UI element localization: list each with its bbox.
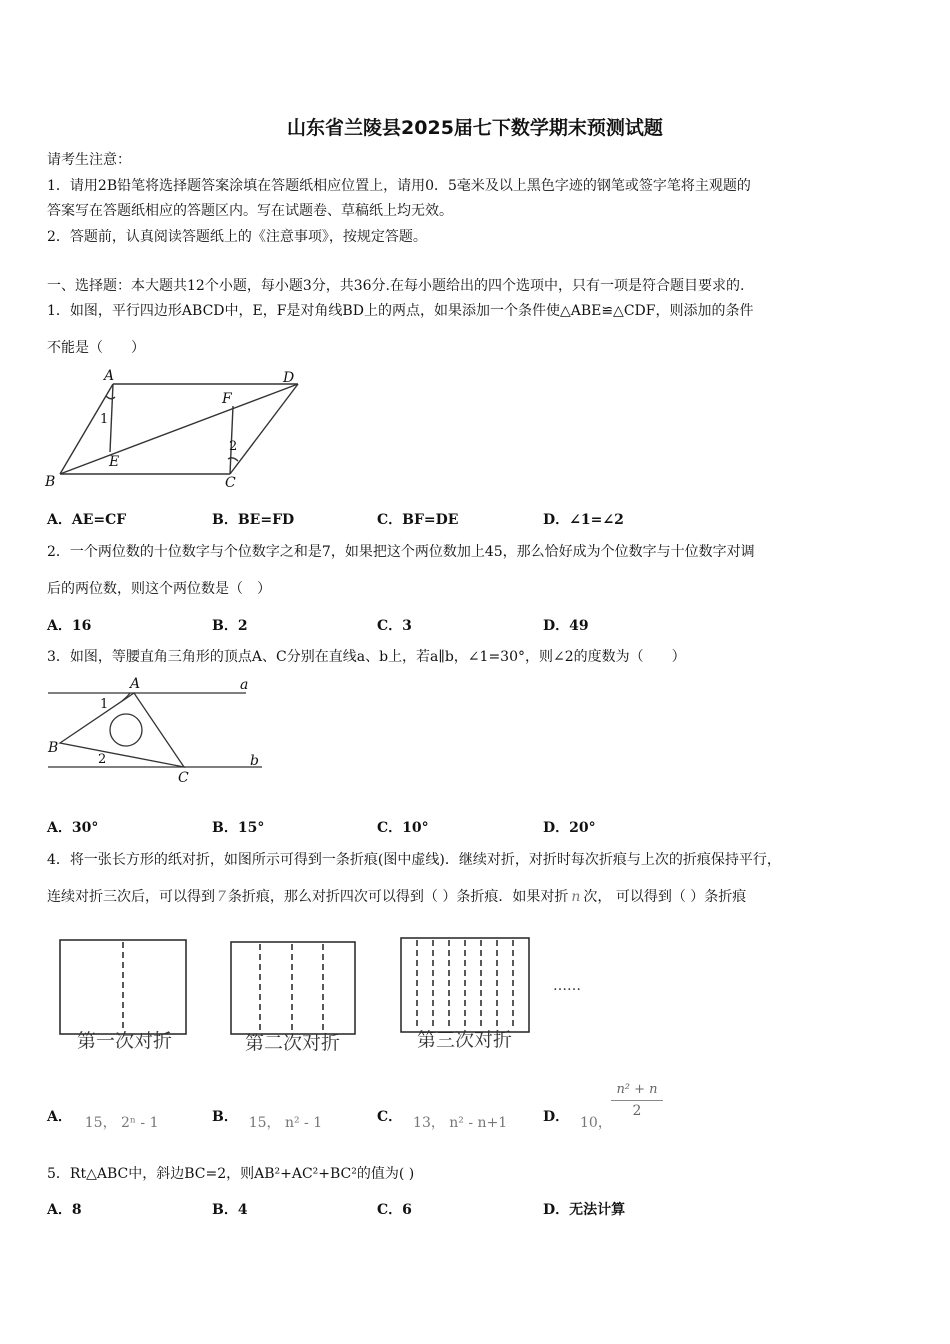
q2-option-a[interactable]: A．16 — [47, 618, 92, 634]
q4-option-d-letter: D． — [543, 1109, 570, 1125]
q4-folding-figure — [55, 932, 605, 1062]
q4-stem-a: 4．将一张长方形的纸对折，如图所示可得到一条折痕(图中虚线)．继续对折，对折时每次折痕与上次的折痕保持平行， — [47, 852, 781, 868]
q1-option-b[interactable]: B．BE=FD — [212, 512, 295, 528]
q3-stem: 3．如图，等腰直角三角形的顶点A、C分别在直线a、b上，若a∥b，∠1=30°，则∠2的度数为（ ） — [47, 649, 686, 665]
q1-option-c[interactable]: C．BF=DE — [377, 512, 459, 528]
q4-option-b[interactable] — [212, 1106, 323, 1131]
q3-label-line-a: a — [240, 677, 249, 693]
page-title: 山东省兰陵县2025届七下数学期末预测试题 — [287, 117, 663, 139]
q3-label-C: C — [178, 770, 189, 786]
q4-option-a[interactable] — [47, 1106, 159, 1131]
q1-angle-2-arc — [228, 458, 238, 461]
notice-line-1a: 1．请用2B铅笔将选择题答案涂填在答题纸相应位置上，请用0．5毫米及以上黑色字迹的钢笔或签字笔将主观题的 — [47, 178, 751, 194]
q1-angle-1-arc — [106, 396, 115, 399]
q3-label-B: B — [48, 740, 59, 756]
q3-triangle-ABC — [60, 693, 184, 767]
q1-parallelogram-figure — [40, 365, 310, 490]
q3-triangle-figure — [40, 672, 270, 787]
q3-option-d[interactable]: D．20° — [543, 820, 596, 836]
q2-stem-a: 2．一个两位数的十位数字与个位数字之和是7，如果把这个两位数加上45，那么恰好成为个位数字与十位数字对调 — [47, 544, 755, 560]
q1-label-B: B — [45, 474, 56, 490]
q3-inner-circle — [110, 714, 142, 746]
q4-fraction-numerator: n² + n — [611, 1082, 663, 1101]
q2-stem-b: 后的两位数，则这个两位数是（ ） — [47, 581, 271, 597]
q3-option-b[interactable]: B．15° — [212, 820, 265, 836]
q3-option-a[interactable]: A．30° — [47, 820, 99, 836]
q1-option-d[interactable]: D．∠1=∠2 — [543, 512, 624, 528]
q1-label-E: E — [109, 454, 120, 470]
notice-heading: 请考生注意： — [47, 152, 131, 168]
section-heading: 一、选择题：本大题共12个小题，每小题3分，共36分.在每小题给出的四个选项中，只有一项是符合题目要求的. — [47, 278, 745, 294]
q4-option-a-value: 15， 2ⁿ - 1 — [84, 1115, 159, 1131]
q4-option-b-letter: B． — [212, 1109, 238, 1125]
q4-option-c-value: 13， n² - n+1 — [413, 1115, 508, 1131]
q2-option-d[interactable]: D．49 — [543, 618, 589, 634]
q1-option-a[interactable]: A．AE=CF — [47, 512, 127, 528]
q3-label-A: A — [130, 676, 141, 692]
q2-option-b[interactable]: B．2 — [212, 618, 248, 634]
q4-option-a-letter: A． — [47, 1109, 72, 1125]
q1-label-F: F — [222, 391, 232, 407]
q1-label-angle-1: 1 — [100, 412, 109, 427]
q4-stem-b-part1: 连续对折三次后，可以得到 — [47, 889, 215, 905]
q1-segment-AE — [110, 384, 113, 452]
notice-line-1b: 答案写在答题纸相应的答题区内。写在试题卷、草稿纸上均无效。 — [47, 203, 453, 219]
q3-label-angle-2: 2 — [98, 752, 107, 767]
q4-paper-second-fold — [231, 942, 355, 1034]
q1-stem-b: 不能是（ ） — [47, 340, 145, 356]
q5-option-a[interactable]: A．8 — [47, 1202, 82, 1218]
q4-stem-b-part3: 次， 可以得到（ ）条折痕 — [583, 889, 747, 905]
q1-label-D: D — [283, 370, 295, 386]
q4-caption-second: 第二次对折 — [245, 1032, 341, 1054]
q4-option-c[interactable] — [377, 1106, 508, 1131]
q4-option-b-value: 15， n² - 1 — [248, 1115, 323, 1131]
q1-diagonal-BD — [60, 384, 298, 474]
q1-side-AB — [60, 384, 113, 474]
q4-caption-third: 第三次对折 — [417, 1029, 513, 1051]
q1-stem-a: 1．如图，平行四边形ABCD中，E，F是对角线BD上的两点，如果添加一个条件使△ABE≌△CDF，则添加的条件 — [47, 303, 754, 319]
q5-option-d[interactable]: D．无法计算 — [543, 1202, 626, 1218]
q3-label-line-b: b — [250, 753, 259, 769]
q4-caption-first: 第一次对折 — [77, 1030, 173, 1052]
q4-ellipsis: …… — [553, 978, 581, 994]
q4-option-d[interactable] — [543, 1106, 612, 1131]
notice-line-2: 2．答题前，认真阅读答题纸上的《注意事项》，按规定答题。 — [47, 229, 427, 245]
q4-option-d-fraction — [611, 1082, 663, 1119]
q4-option-d-value: 10， — [580, 1115, 612, 1131]
q4-fraction-denominator: 2 — [632, 1103, 642, 1119]
q5-option-c[interactable]: C．6 — [377, 1202, 412, 1218]
q4-stem-b-variable: n — [571, 889, 581, 905]
q3-label-angle-1: 1 — [100, 697, 109, 712]
q4-stem-b-part2: 条折痕，那么对折四次可以得到（ ）条折痕．如果对折 — [227, 889, 569, 905]
q4-option-c-letter: C． — [377, 1109, 403, 1125]
q5-option-b[interactable]: B．4 — [212, 1202, 248, 1218]
q5-stem: 5．Rt△ABC中，斜边BC=2，则AB²+AC²+BC²的值为( ) — [47, 1166, 415, 1182]
q1-label-C: C — [225, 475, 236, 490]
q1-label-angle-2: 2 — [229, 439, 238, 454]
q2-option-c[interactable]: C．3 — [377, 618, 412, 634]
q4-stem-b — [47, 887, 746, 907]
q4-stem-b-number: 7 — [217, 889, 226, 905]
q1-label-A: A — [104, 368, 115, 384]
q3-option-c[interactable]: C．10° — [377, 820, 429, 836]
